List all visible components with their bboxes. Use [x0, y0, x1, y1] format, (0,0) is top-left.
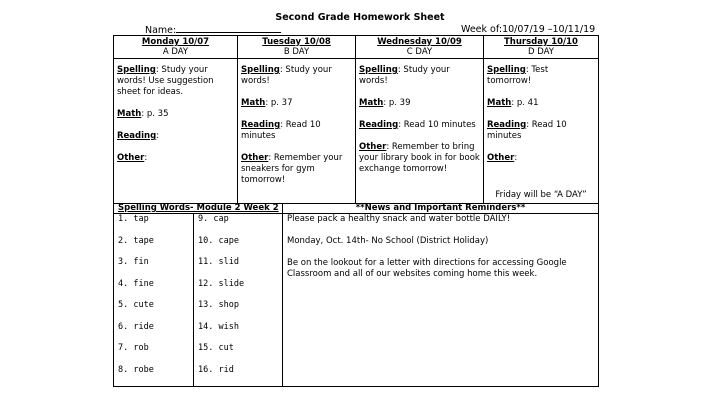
other-assignment: Other: — [117, 153, 148, 163]
spelling-word: 9. cap — [198, 214, 229, 224]
thursday-assignments — [484, 59, 599, 204]
spelling-word: 16. rid — [198, 364, 234, 375]
day-header-monday — [114, 36, 238, 59]
spelling-word: 15. cut — [198, 343, 234, 353]
spelling-word: 7. rob — [118, 343, 149, 353]
day-letter: D DAY — [528, 47, 554, 57]
day-title: Thursday 10/10 — [504, 37, 578, 47]
spelling-words-header: Spelling Words- Module 2 Week 2 — [114, 204, 283, 214]
news-item: Monday, Oct. 14th- No School (District Holiday) — [287, 236, 489, 246]
reading-assignment: Reading: — [117, 131, 160, 141]
spelling-word: 3. fin — [118, 257, 149, 267]
weekly-homework-table — [113, 35, 599, 204]
spelling-assignment: Spelling: Test tomorrow! — [487, 65, 549, 86]
other-assignment: Other: Remember your sneakers for gym tomorrow! — [241, 153, 343, 185]
news-item: Be on the lookout for a letter with directions for accessing Google Classroom and all of our websites coming home this week. — [287, 258, 567, 279]
day-letter: C DAY — [406, 47, 433, 57]
reading-assignment: Reading: Read 10 minutes — [241, 120, 321, 141]
spelling-word: 2. tape — [118, 235, 154, 246]
spelling-word: 8. robe — [118, 364, 154, 375]
day-header-wednesday — [356, 36, 484, 59]
math-assignment: Math: p. 37 — [241, 98, 293, 108]
spelling-assignment: Spelling: Study your words! Use suggestion sheet for ideas. — [117, 65, 214, 97]
spelling-assignment: Spelling: Study your words! — [359, 65, 450, 86]
words-and-news-table — [113, 203, 599, 387]
wednesday-assignments — [356, 59, 484, 204]
other-assignment: Other: Remember to bring your library book in for book exchange tomorrow! — [359, 142, 480, 174]
day-header-thursday — [484, 36, 599, 59]
friday-note: Friday will be “A DAY” — [495, 190, 587, 200]
name-blank-line — [176, 24, 281, 33]
day-letter: A DAY — [162, 47, 189, 57]
spelling-word: 14. wish — [198, 321, 239, 332]
day-title: Monday 10/07 — [141, 37, 210, 47]
reading-assignment: Reading: Read 10 minutes — [359, 120, 476, 130]
spelling-assignment: Spelling: Study your words! — [241, 65, 332, 86]
spelling-word: 12. slide — [198, 278, 245, 289]
math-assignment: Math: p. 41 — [487, 98, 539, 108]
spelling-word: 5. cute — [118, 300, 154, 310]
spelling-word: 13. shop — [198, 300, 239, 310]
bottom-header-row — [114, 204, 599, 214]
day-letter: B DAY — [283, 47, 310, 57]
math-assignment: Math: p. 39 — [359, 98, 411, 108]
day-title: Tuesday 10/08 — [262, 37, 331, 47]
reading-assignment: Reading: Read 10 minutes — [487, 120, 567, 141]
week-of-label: Week of:10/07/19 –10/11/19 — [461, 24, 596, 35]
news-content — [283, 214, 599, 387]
news-item: Please pack a healthy snack and water bottle DAILY! — [287, 214, 511, 224]
spelling-word: 11. slid — [198, 257, 239, 267]
other-assignment: Other: — [487, 153, 518, 163]
spelling-word: 4. fine — [118, 278, 154, 289]
day-title: Wednesday 10/09 — [377, 37, 462, 47]
monday-assignments — [114, 59, 238, 204]
name-label: Name: — [145, 25, 177, 36]
page-title: Second Grade Homework Sheet — [275, 12, 445, 23]
math-assignment: Math: p. 35 — [117, 109, 169, 119]
assignments-row — [114, 59, 599, 204]
tuesday-assignments — [238, 59, 356, 204]
day-header-tuesday — [238, 36, 356, 59]
news-header: **News and Important Reminders** — [283, 204, 599, 214]
bottom-content-row — [114, 214, 599, 387]
spelling-word: 6. ride — [118, 321, 154, 332]
spelling-word: 1. tap — [118, 214, 149, 224]
spelling-word: 10. cape — [198, 235, 239, 246]
spelling-words-col-2 — [194, 214, 283, 387]
days-header-row — [114, 36, 599, 59]
spelling-words-col-1 — [114, 214, 194, 387]
